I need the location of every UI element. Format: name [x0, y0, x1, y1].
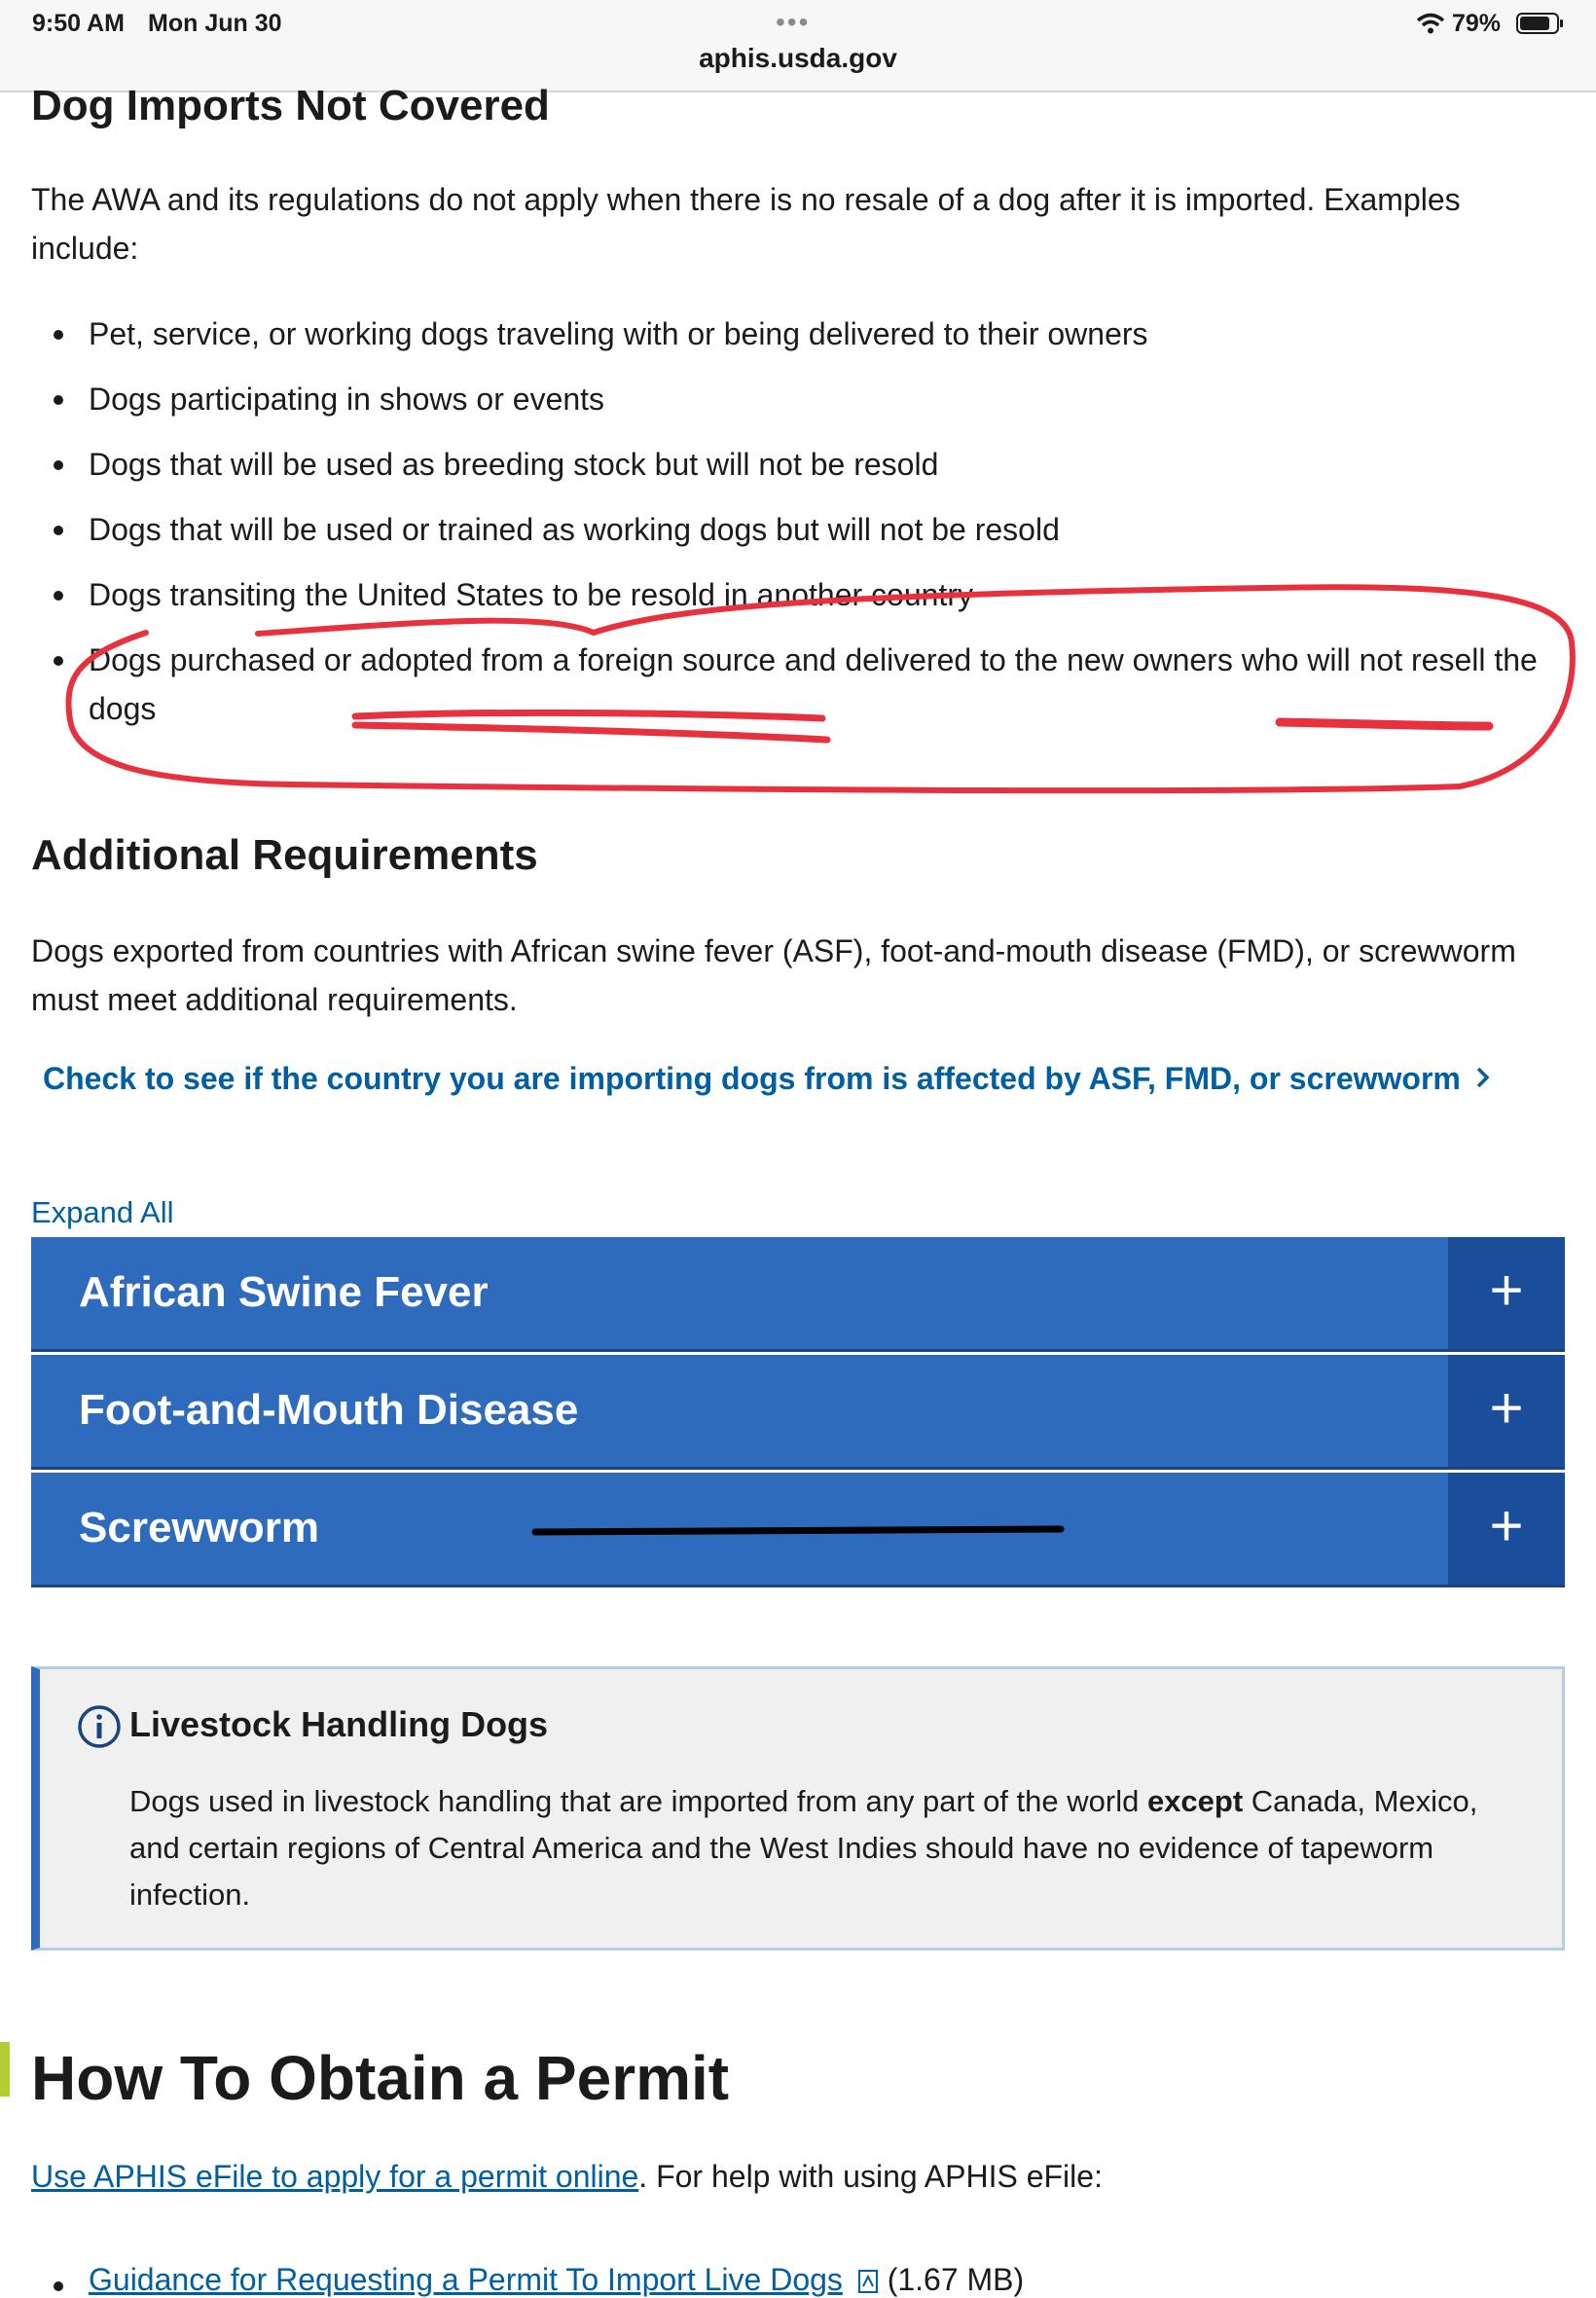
- battery-icon: [1516, 12, 1565, 35]
- list-item: Dogs participating in shows or events: [31, 375, 1569, 423]
- not-covered-intro: The AWA and its regulations do not apply when there is no resale of a dog after it is imported. Examples include:: [31, 182, 1461, 266]
- alert-body-text: Dogs used in livestock handling that are imported from any part of the world: [129, 1784, 1147, 1818]
- alert-body: [129, 1778, 1531, 1918]
- accordion-item-foot-and-mouth-disease[interactable]: [31, 1355, 1565, 1470]
- accordion-item-screwworm[interactable]: [31, 1473, 1565, 1587]
- guidance-file-size: (1.67 MB): [887, 2262, 1025, 2297]
- battery-percent: 79%: [1452, 10, 1502, 37]
- expand-all-button[interactable]: Expand All: [31, 1195, 174, 1229]
- list-item: Dogs purchased or adopted from a foreign source and delivered to the new owners who will not resell the dogs: [31, 636, 1569, 733]
- list-item: Pet, service, or working dogs traveling with or being delivered to their owners: [31, 310, 1569, 358]
- info-icon: [77, 1704, 122, 1749]
- section-accent-bar: [0, 2042, 10, 2097]
- accordion-label[interactable]: African Swine Fever: [79, 1268, 489, 1316]
- efile-link[interactable]: Use APHIS eFile to apply for a permit online: [31, 2159, 639, 2194]
- additional-requirements-body: Dogs exported from countries with African swine fever (ASF), foot-and-mouth disease (FMD), or screwworm must meet additional requirements.: [31, 933, 1516, 1017]
- accordion-label[interactable]: Screwworm: [79, 1504, 319, 1551]
- heading-additional-requirements: Additional Requirements: [31, 831, 538, 879]
- alert-body-text: Canada, Mexico, and certain regions of Central America and the West Indies should have no evidence of tapeworm infection.: [129, 1784, 1478, 1912]
- info-alert-livestock-handling-dogs: [31, 1666, 1565, 1951]
- list-item: Dogs that will be used or trained as working dogs but will not be resold: [31, 505, 1569, 554]
- not-covered-list: [31, 310, 1569, 749]
- list-item: Dogs that will be used as breeding stock but will not be resold: [31, 440, 1569, 489]
- check-country-link-text[interactable]: Check to see if the country you are importing dogs from is affected by ASF, FMD, or screwworm: [43, 1061, 1461, 1096]
- pdf-icon: [857, 2269, 879, 2294]
- alert-body-emphasis: except: [1146, 1784, 1244, 1818]
- guidance-list-item: [31, 2262, 1024, 2298]
- alert-title: Livestock Handling Dogs: [129, 1704, 549, 1744]
- heading-how-to-obtain-permit: How To Obtain a Permit: [31, 2043, 730, 2113]
- plus-icon[interactable]: +: [1448, 1237, 1565, 1349]
- more-options-icon[interactable]: •••: [776, 7, 811, 37]
- status-time: 9:50 AM: [32, 10, 125, 37]
- check-country-link[interactable]: [43, 1061, 1492, 1097]
- accordion: [31, 1237, 1565, 1590]
- browser-status-bar: [0, 0, 1596, 92]
- plus-icon[interactable]: +: [1448, 1355, 1565, 1467]
- status-date: Mon Jun 30: [148, 10, 282, 37]
- accordion-item-african-swine-fever[interactable]: [31, 1237, 1565, 1352]
- wifi-icon: [1416, 12, 1445, 35]
- guidance-link[interactable]: Guidance for Requesting a Permit To Import Live Dogs: [89, 2262, 843, 2297]
- list-item: Dogs transiting the United States to be resold in another country: [31, 570, 1569, 619]
- plus-icon[interactable]: +: [1448, 1473, 1565, 1585]
- efile-paragraph: [31, 2159, 1103, 2195]
- heading-dog-imports-not-covered: Dog Imports Not Covered: [31, 82, 550, 129]
- efile-text: . For help with using APHIS eFile:: [638, 2159, 1103, 2194]
- accordion-label[interactable]: Foot-and-Mouth Disease: [79, 1386, 579, 1434]
- address-bar-url[interactable]: aphis.usda.gov: [699, 43, 897, 73]
- chevron-right-icon: [1474, 1061, 1492, 1097]
